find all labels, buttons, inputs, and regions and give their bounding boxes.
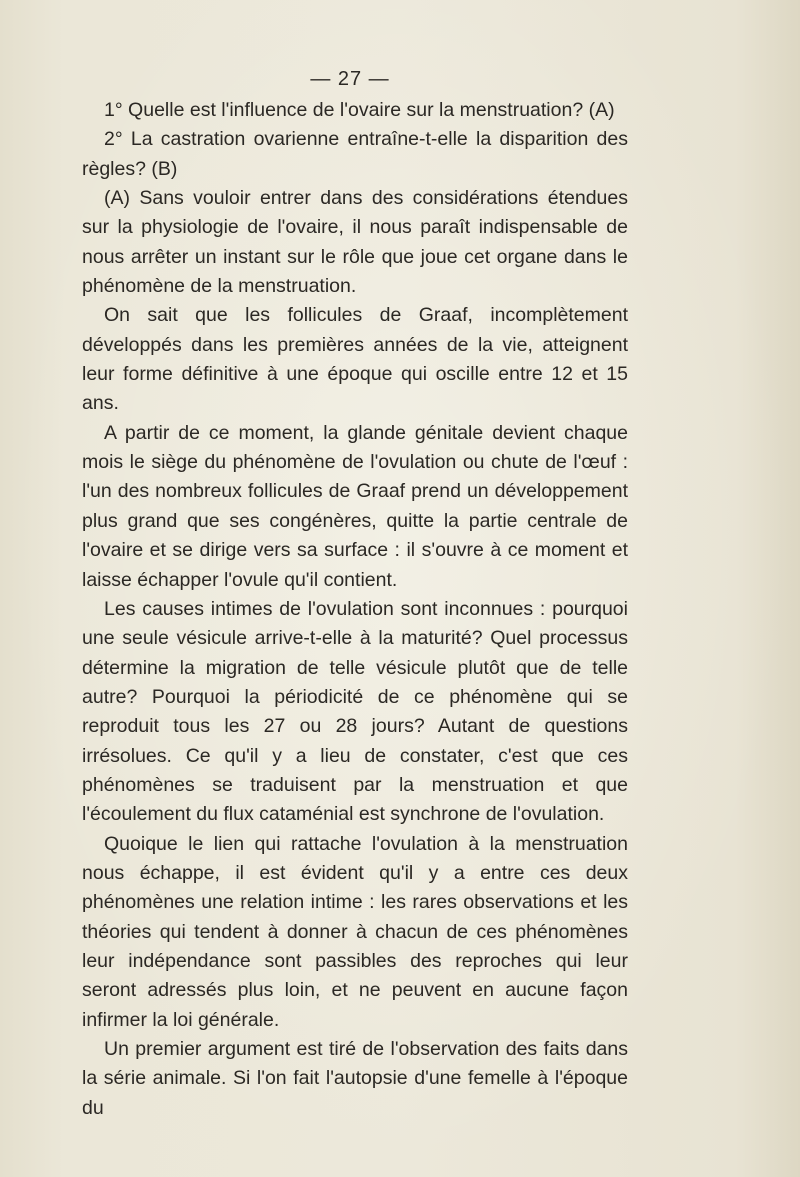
paragraph-question-1: 1° Quelle est l'influence de l'ovaire sur la menstruation? (A): [104, 99, 615, 121]
paragraph-graaf-follicles: On sait que les follicules de Graaf, incomplètement développés dans les premières années de la vie, atteignent leur forme définitive à une époque qui oscille entre 12 et 15 ans.: [82, 304, 628, 415]
paragraph-intro-a: (A) Sans vouloir entrer dans des considérations étendues sur la physiologie de l'ovaire, il nous paraît indispensable de nous arrêter un instant sur le rôle que joue cet organe dans le phénomène de la menstruation.: [82, 187, 628, 298]
body-text: [82, 96, 628, 1123]
paragraph-first-argument: Un premier argument est tiré de l'observation des faits dans la série animale. Si l'on fait l'autopsie d'une femelle à l'époque du: [82, 1038, 628, 1119]
paragraph-ovulation: A partir de ce moment, la glande génitale devient chaque mois le siège du phénomène de l'ovulation ou chute de l'œuf : l'un des nombreux follicules de Graaf prend un développement plus grand que ses congénères, quitte la partie centrale de l'ovaire et se dirige vers sa surface : il s'ouvre à ce moment et laisse échapper l'ovule qu'il contient.: [82, 421, 628, 591]
paragraph-relation: Quoique le lien qui rattache l'ovulation à la menstruation nous échappe, il est évident qu'il y a entre ces deux phénomènes une relation intime : les rares observations et les théories qui tendent à donner à chacun de ces phénomènes leur indépendance sont passibles des reproches qui leur seront adressés plus loin, et ne peuvent en aucune façon infirmer la loi générale.: [82, 832, 628, 1031]
paragraph-causes: Les causes intimes de l'ovulation sont inconnues : pourquoi une seule vésicule arrive-t-elle à la maturité? Quel processus détermine la migration de telle vésicule plutôt que de telle autre? Pourquoi la périodicité de ce phénomène qui se reproduit tous les 27 ou 28 jours? Autant de questions irrésolues. Ce qu'il y a lieu de constater, c'est que ces phénomènes se traduisent par la menstruation et que l'écoulement du flux cataménial est synchrone de l'ovulation.: [82, 597, 628, 826]
page-number: — 27 —: [310, 68, 390, 90]
paragraph-question-2: 2° La castration ovarienne entraîne-t-elle la disparition des règles? (B): [82, 128, 628, 180]
